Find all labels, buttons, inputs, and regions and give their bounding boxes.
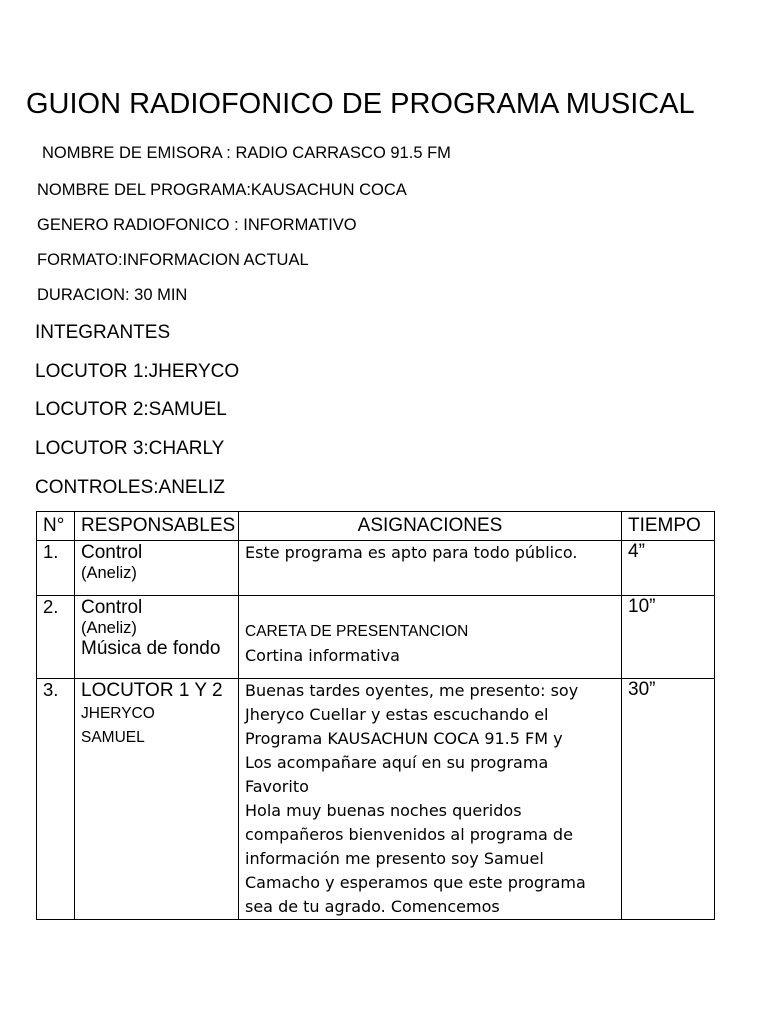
header-num: N°	[37, 512, 75, 541]
info-duracion: DURACION: 30 MIN	[37, 286, 188, 304]
responsable-name: SAMUEL	[81, 729, 145, 746]
responsable-main: Control	[81, 542, 143, 563]
row-responsables	[75, 541, 239, 596]
row-num: 3.	[37, 679, 75, 920]
row-num: 2.	[37, 596, 75, 679]
row-tiempo: 4”	[622, 541, 715, 596]
asignacion-caps: CARETA DE PRESENTANCION	[245, 623, 469, 640]
info-genero: GENERO RADIOFONICO : INFORMATIVO	[37, 216, 357, 234]
header-responsables: RESPONSABLES	[75, 512, 239, 541]
team-member: CONTROLES:ANELIZ	[35, 477, 226, 498]
row-num: 1.	[37, 541, 75, 596]
responsable-main: Control	[81, 597, 143, 618]
team-member: LOCUTOR 1:JHERYCO	[35, 361, 240, 382]
script-table	[36, 511, 715, 920]
responsable-name: JHERYCO	[81, 705, 155, 722]
row-responsables	[75, 679, 239, 920]
table-row	[37, 679, 715, 920]
info-programa: NOMBRE DEL PROGRAMA:KAUSACHUN COCA	[37, 181, 407, 199]
header-asignaciones: ASIGNACIONES	[239, 512, 622, 541]
info-emisora: NOMBRE DE EMISORA : RADIO CARRASCO 91.5 FM	[42, 144, 451, 162]
table-row	[37, 596, 715, 679]
row-tiempo: 30”	[622, 679, 715, 920]
table-row	[37, 541, 715, 596]
team-member: LOCUTOR 3:CHARLY	[35, 438, 225, 459]
row-asignaciones: Buenas tardes oyentes, me presento: soy Jheryco Cuellar y estas escuchando el Programa KAUSACHUN COCA 91.5 FM y Los acompañare aquí en su programa Favorito Hola muy buenas noches queridos compañeros bienvenidos al programa de información me presento soy Samuel Camacho y esperamos que este programa sea de tu agrado. Comencemos	[239, 679, 622, 920]
asignacion-text: Cortina informativa	[245, 646, 400, 665]
responsable-extra: Música de fondo	[81, 638, 221, 659]
row-responsables	[75, 596, 239, 679]
row-asignaciones	[239, 596, 622, 679]
responsable-name: (Aneliz)	[81, 619, 137, 637]
document-title: GUION RADIOFONICO DE PROGRAMA MUSICAL	[26, 88, 695, 120]
team-member: LOCUTOR 2:SAMUEL	[35, 399, 227, 420]
responsable-main: LOCUTOR 1 Y 2	[81, 680, 223, 701]
table-header-row	[37, 512, 715, 541]
row-asignaciones: Este programa es apto para todo público.	[239, 541, 622, 596]
info-formato: FORMATO:INFORMACION ACTUAL	[37, 251, 309, 269]
team-heading: INTEGRANTES	[35, 322, 171, 343]
responsable-name: (Aneliz)	[81, 564, 137, 582]
row-tiempo: 10”	[622, 596, 715, 679]
header-tiempo: TIEMPO	[622, 512, 715, 541]
